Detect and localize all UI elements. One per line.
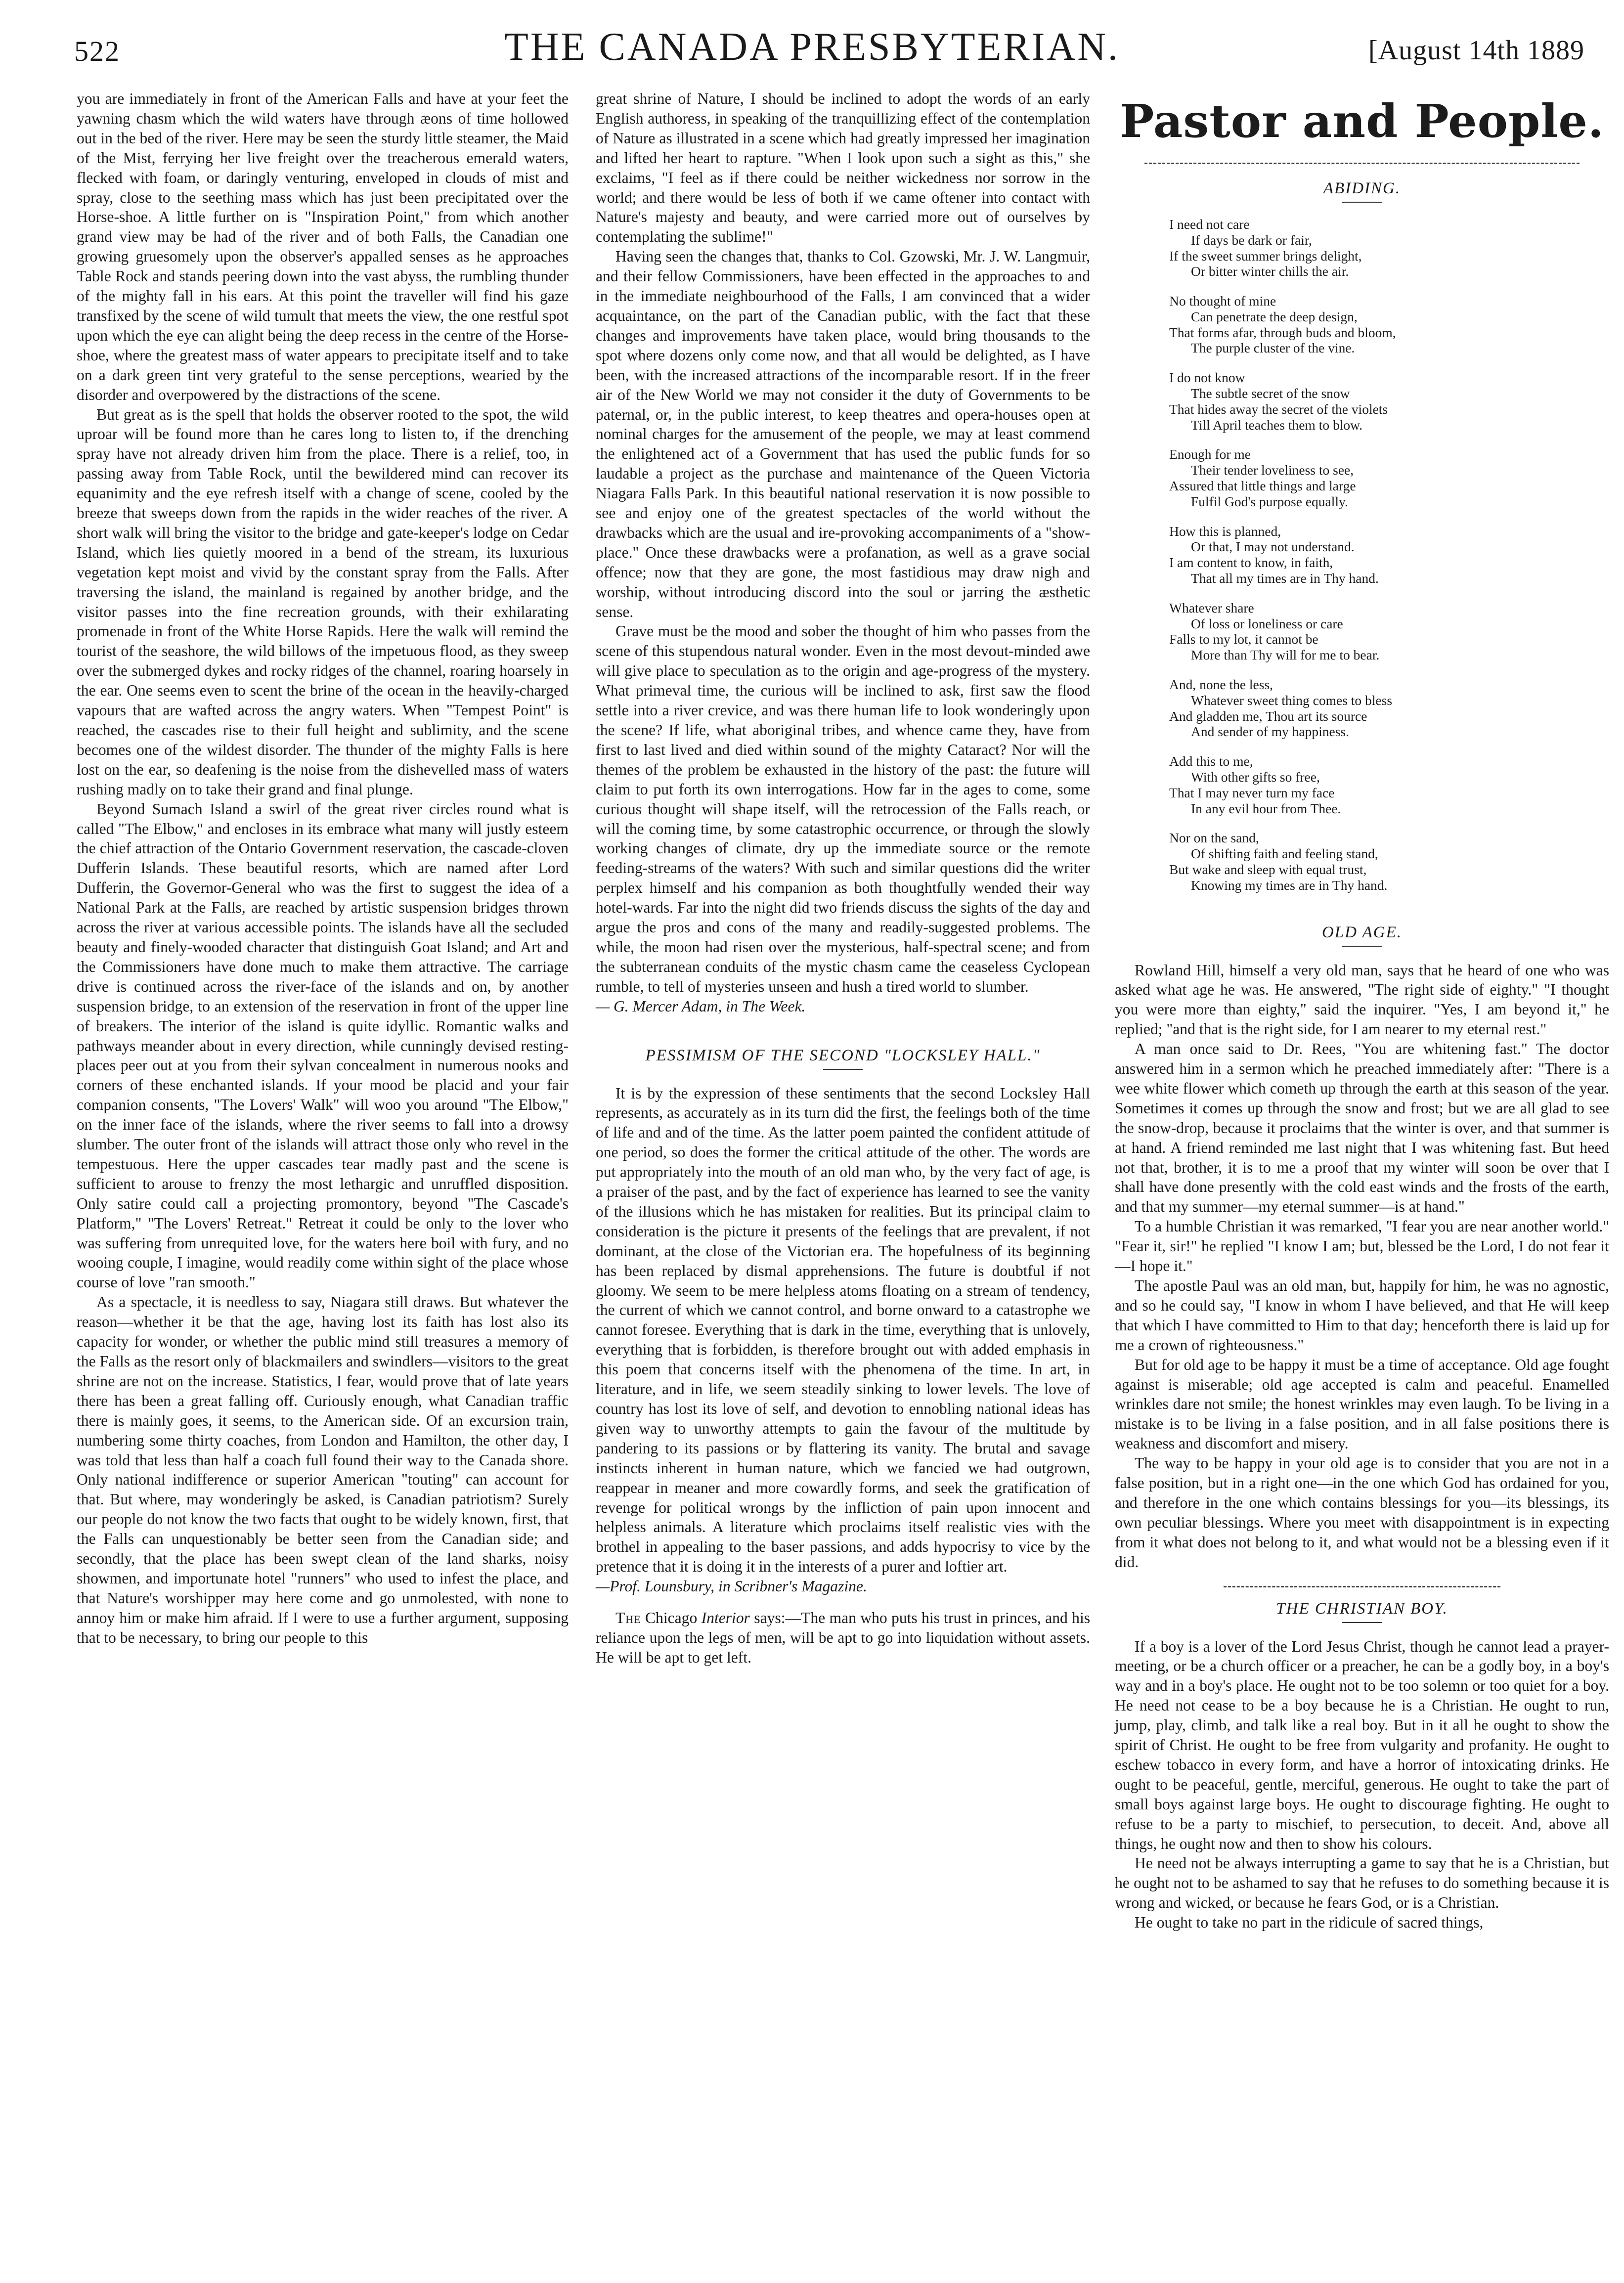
poem-line: Nor on the sand, xyxy=(1169,830,1259,846)
poem-line: That hides away the secret of the violets xyxy=(1169,401,1388,417)
article-signature: —Prof. Lounsbury, in Scribner's Magazine. xyxy=(596,1578,867,1595)
article-paragraph: Having seen the changes that, thanks to Col. Gzowski, Mr. J. W. Langmuir, and their fellow Commissioners, have been effected in the approaches to and in the immediate neighbourhood of the Falls, I am convinced that a wider acquaintance, on the part of the Canadian public, with the fact that these changes and improvements have taken place, would bring thousands to the spot where dozens only come now, and that all would be delighted, as I have been, with the increased attractions of the incomparable resort. If in the freer air of the New World we may not consider it the duty of Governments to be paternal, or, in the public interest, to keep theatres and opera-houses open at nominal charges for the amusement of the people, we may at least commend the enlightened act of a Government that has used the public funds for so laudable a project as the purchase and maintenance of the Queen Victoria Niagara Falls Park. In this beautiful national reservation it is now possible to see and enjoy one of the greatest spectacles of the world without the drawbacks which are the usual and ire-provoking accompaniments of a "show-place." Once these drawbacks were a profanation, as well as a grave social offence; now that they are gone, the most fastidious may draw nigh and worship, without introducing discord into the soul or jarring the æsthetic sense. xyxy=(596,248,1090,620)
publication-title: THE CANADA PRESBYTERIAN. xyxy=(504,25,1120,69)
poem-stanza xyxy=(1169,677,1609,740)
title-rule xyxy=(823,1069,863,1070)
column-2 xyxy=(596,89,1090,1668)
article-signature: — G. Mercer Adam, in The Week. xyxy=(596,997,806,1015)
poem-line: I do not know xyxy=(1169,370,1245,386)
article-paragraph: you are immediately in front of the American Falls and have at your feet the yawning chasm which the wild waters have through æons of time hollowed out in the bed of the river. Here may be seen the sturdy little steamer, the Maid of the Mist, ferrying her live freight over the treacherous emerald waters, flecked with foam, or daringly venturing, enveloped in clouds of mist and spray, close to the seething mass which has just been precipitated over the Horse-shoe. A little further on is "Inspiration Point," from which another grand view may be had of the river and of both Falls, the Canadian one growing gruesomely upon the observer's appalled senses as he approaches Table Rock and stands peering down into the vast abyss, the rumbling thunder of the mighty fall in his ears. At this point the traveller will find his gaze transfixed by the scene of wild tumult that meets the view, the one restful spot upon which the eye can alight being the deep recess in the centre of the Horse-shoe, where the greatest mass of water appears to precipitate itself and to take on a dark green tint very grateful to the sense perceptions, wearied by the disorder and overpowered by the distractions of the scene. xyxy=(77,90,569,403)
poem-line: Assured that little things and large xyxy=(1169,478,1356,494)
poem-title-abiding: ABIDING. xyxy=(1323,179,1401,197)
poem-line: Whatever share xyxy=(1169,600,1254,615)
poem-stanza xyxy=(1169,293,1609,356)
poem-stanza xyxy=(1169,600,1609,663)
title-rule xyxy=(1342,202,1382,203)
poem-line: If days be dark or fair, xyxy=(1191,232,1312,248)
poem-stanza xyxy=(1169,370,1609,433)
article-paragraph: Grave must be the mood and sober the thought of him who passes from the scene of this stupendous natural wonder. Even in the most devout-minded awe will give place to speculation as to the origin and age-progress of the mystery. What primeval time, the curious will be inclined to ask, first saw the flood settle into a river crevice, and was there human life to look wonderingly upon the scene? If life, what aboriginal tribes, and whence came they, have from first to last lived and died within sound of the mighty Cataract? Nor will the themes of the problem be exhausted in the history of the past: the future will claim to put forth its own interrogations. How far in the ages to come, some curious thought will shape itself, will the retrocession of the Falls reach, or will the coming time, by some catastrophic occurrence, or through the slowly working changes of climate, dry up the immediate source or the remote feeding-streams of the waters? With such and similar questions did the writer perplex himself and his companion as both thoughtfully wended their way hotel-wards. Far into the night did two friends discuss the sights of the day and argue the pros and cons of the many and readily-suggested problems. The while, the moon had risen over the mysterious, half-spectral scene; and from the subterranean conduits of the mystic chasm came the ceaseless Cyclopean rumble, to tell of mysteries unseen and hush a tired world to slumber. xyxy=(596,622,1090,995)
article-paragraph: As a spectacle, it is needless to say, Niagara still draws. But whatever the reason—whether it be that the age, having lost its faith has lost also its capacity for wonder, or whether the public mind still treasures a memory of the Falls as the resort only of blackmailers and swindlers—visitors to the great shrine are not on the increase. Statistics, I fear, would prove that of late years there has been a great falling off. Curiously enough, what Canadian traffic there is mainly goes, it seems, to the American side. Of an excursion train, numbering some thirty coaches, from London and Hamilton, the other day, I was told that less than half a coach full found their way to the Canada shore. Only national indifference or superior American "touting" can account for that. But where, may wonderingly be asked, is Canadian patriotism? Surely our people do not know the two facts that ought to be widely known, first, that the Falls can unquestionably be better seen from the Canadian side; and secondly, that the place has been swept clean of the land sharks, noisy showmen, and importunate hotel "runners" who used to infest the place, and that Nature's worshipper may here come and go unmolested, with none to annoy him or make him afraid. If I were to use a further argument, supposing that to be necessary, to bring our people to this xyxy=(77,1293,569,1646)
masthead-rule xyxy=(1144,163,1580,164)
poem-stanza xyxy=(1169,830,1609,893)
poem-line: Or that, I may not understand. xyxy=(1191,539,1355,555)
article-title-old-age: OLD AGE. xyxy=(1321,923,1403,941)
poem-line: And, none the less, xyxy=(1169,677,1273,693)
article-paragraph: The apostle Paul was an old man, but, happily for him, he was no agnostic, and so he could say, "I know in whom I have believed, and that He will keep that which I have committed to Him to that day; henceforth there is laid up for me a crown of righteousness." xyxy=(1115,1277,1609,1354)
poem-line: That all my times are in Thy hand. xyxy=(1191,571,1379,586)
article-paragraph: Beyond Sumach Island a swirl of the great river circles round what is called "The Elbow," and encloses in its embrace what many will justly esteem the chief attraction of the Ontario Government reservation, the cascade-cloven Dufferin Islands. These beautiful resorts, which are named after Lord Dufferin, the Governor-General who was the first to suggest the idea of a National Park at the Falls, are reached by artistic suspension bridges thrown across the river at various accessible points. The islands have all the secluded beauty and finely-wooded character that distinguish Goat Island; and Art and the Commissioners have done much to make them attractive. The carriage drive is continued across the river-face of the islands and on, by another suspension bridge, to an extension of the reservation in front of the upper line of breakers. The interior of the island is quite idyllic. Romantic walks and pathways meander about in every direction, while cunningly devised resting-places peer out at you from their sylvan concealment in numerous nooks and corners of these enchanted islands. If your mood be placid and your fair companion consents, "The Lovers' Walk" will woo you around "The Elbow," on the inner face of the islands, where the river seems to fall into a drowsy slumber. The outer front of the islands will attract those only who revel in the tempestuous. Here the upper cascades tear madly past and the scene is sufficient to arouse to frenzy the most lethargic and unruffled disposition. Only satire could call a projecting promontory, beyond "The Cascade's Platform," "The Lovers' Retreat." Retreat it could be only to the lover who was suffering from unrequited love, for the waters here boil with fury, and no wooing couple, I imagine, would readily come within sight of the place whose course of love "ran smooth." xyxy=(77,800,569,1291)
section-rule xyxy=(1224,1586,1500,1587)
article-paragraph: He ought to take no part in the ridicule of sacred things, xyxy=(1135,1914,1484,1932)
poem-line: That forms afar, through buds and bloom, xyxy=(1169,324,1396,340)
poem-line: How this is planned, xyxy=(1169,523,1281,539)
running-header xyxy=(0,20,1624,74)
interior-paper-name: Interior xyxy=(701,1609,750,1627)
poem-line: Of shifting faith and feeling stand, xyxy=(1191,846,1378,862)
poem-line: If the sweet summer brings delight, xyxy=(1169,248,1362,263)
poem-line: Knowing my times are in Thy hand. xyxy=(1191,877,1388,893)
article-paragraph: If a boy is a lover of the Lord Jesus Christ, though he cannot lead a prayer-meeting, or be a church officer or a preacher, he can be a godly boy, in a boy's way and in a boy's place. He ought not to be too solemn or too quiet for a boy. He need not cease to be a boy because he is a Christian. He ought to run, jump, play, climb, and talk like a real boy. But in it all he ought to show the spirit of Christ. He ought to be free from vulgarity and profanity. He ought to eschew tobacco in every form, and have a horror of intoxicating drinks. He ought to be peaceful, gentle, merciful, generous. He ought to take the part of small boys against large boys. He ought to discourage fighting. He ought to refuse to be a party to mischief, to persecution, to deceit. And, above all things, he ought now and then to show his colours. xyxy=(1115,1637,1609,1852)
poem-line: Whatever sweet thing comes to bless xyxy=(1191,692,1393,708)
poem-line: Falls to my lot, it cannot be xyxy=(1169,631,1318,647)
poem-line: Or bitter winter chills the air. xyxy=(1191,263,1349,279)
issue-date: [August 14th 1889 xyxy=(1368,35,1584,66)
article-paragraph: great shrine of Nature, I should be inclined to adopt the words of an early English authoress, in speaking of the tranquillizing effect of the contemplation of Nature as illustrated in a scene which had greatly impressed her imagination and lifted her heart to rapture. "When I look upon such a sight as this," she exclaims, "I feel as if there could be neither wickedness nor sorrow in the world; and there would be less of both if we came oftener into contact with Nature's majesty and beauty, and were carried more out of ourselves by contemplating the sublime!" xyxy=(596,90,1090,246)
article-paragraph: Rowland Hill, himself a very old man, says that he heard of one who was asked what age he was. He answered, "The right side of eighty." "I thought you were more than eighty," said the inquirer. "Yes, I am beyond it," he replied; "and that is the right side, for I am nearer to my eternal rest." xyxy=(1115,961,1609,1038)
interior-paragraph xyxy=(596,1608,1090,1668)
poem-line: And sender of my happiness. xyxy=(1191,724,1350,740)
poem-line: The purple cluster of the vine. xyxy=(1191,340,1355,356)
poem-line: Their tender loveliness to see, xyxy=(1191,462,1354,478)
article-paragraph: To a humble Christian it was remarked, "I fear you are near another world." "Fear it, sir!" he replied "I know I am; but, blessed be the Lord, I do not fear it—I hope it." xyxy=(1115,1218,1609,1275)
interior-name: Chicago xyxy=(645,1609,698,1627)
title-rule xyxy=(1342,1622,1382,1623)
article-paragraph: He need not be always interrupting a game to say that he is a Christian, but he ought not to be ashamed to say that he refuses to do something because it is wrong and wicked, or because he fears God, or is a Christian. xyxy=(1115,1854,1609,1912)
poem-stanza xyxy=(1169,753,1609,816)
poem-line: And gladden me, Thou art its source xyxy=(1169,708,1367,724)
poem-line: Till April teaches them to blow. xyxy=(1191,417,1363,433)
article-title-pessimism: PESSIMISM OF THE SECOND "LOCKSLEY HALL." xyxy=(645,1046,1041,1064)
column-1 xyxy=(77,89,569,1648)
poem-stanza xyxy=(1169,446,1609,509)
poem-line: Fulfil God's purpose equally. xyxy=(1191,493,1348,509)
article-paragraph: But great as is the spell that holds the observer rooted to the spot, the wild uproar will be found more than he cares long to listen to, if the drenching spray have not already driven him from the place. There is a relief, too, in passing away from Table Rock, until the bewildered mind can recover its equanimity and the eye refresh itself with a change of scene, cooled by the breeze that sweeps down from the rapids in the wider reaches of the river. A short walk will bring the visitor to the bridge and gate-keeper's lodge on Cedar Island, which lies quietly moored in a bend of the stream, its luxurious vegetation kept moist and vivid by the constant spray from the Falls. After traversing the island, the mainland is regained by another bridge, and the visitor passes into the fine recreation grounds, with their exhilarating promenade in front of the White Horse Rapids. Here the walk will remind the tourist of the seashore, the wild billows of the impetuous flood, as they sweep over the submerged dykes and rocky ridges of the channel, roaring hoarsely in the ear. One seems even to scent the brine of the ocean in the heavily-charged vapours that are wafted across the angry waters. When "Tempest Point" is reached, the cascades rise to their full height and sublimity, and the scene becomes one of the wildest disorder. The thunder of the mighty Falls is here lost on the ear, so deafening is the noise from the dishevelled mass of waters rushing madly on to take their grand and final plunge. xyxy=(77,405,569,798)
poem-abiding xyxy=(1169,217,1609,893)
poem-line: Can penetrate the deep design, xyxy=(1191,308,1358,324)
poem-line: That I may never turn my face xyxy=(1169,785,1335,800)
poem-line: Enough for me xyxy=(1169,446,1251,462)
poem-stanza xyxy=(1169,524,1609,586)
page-number: 522 xyxy=(74,35,120,67)
poem-line: The subtle secret of the snow xyxy=(1191,386,1350,401)
poem-line: Of loss or loneliness or care xyxy=(1191,615,1343,631)
poem-line: No thought of mine xyxy=(1169,293,1276,309)
poem-line: In any evil hour from Thee. xyxy=(1191,800,1341,816)
poem-line: But wake and sleep with equal trust, xyxy=(1169,862,1367,877)
column-3 xyxy=(1115,91,1609,1932)
article-paragraph: It is by the expression of these sentiments that the second Locksley Hall represents, as accurately as in its turn did the first, the feelings both of the time of life and and of the time. As the latter poem painted the confident attitude of one period, so does the former the critical attitude of the other. The words are put appropriately into the mouth of an old man who, by the very fact of age, is a praiser of the past, and by the fact of experience has learned to see the vanity of the illusions which he has mistaken for realities. But its principal claim to consideration is the picture it presents of the feelings that are prevalent, if not dominant, at the close of the Victorian era. The hopefulness of its beginning has been replaced by dismal apprehensions. The future is doubtful if not gloomy. We seem to be mere helpless atoms floating on a stream of tendency, the current of which we cannot control, and borne onward to a catastrophe we cannot foresee. Everything that is dark in the time, everything that is unlovely, everything that is forbidden, is therefore brought out with added emphasis in this poem that concerns itself with the phenomena of the time. In art, in literature, and in life, we seem steadily sinking to lower levels. The love of country has lost its love of self, and devotion to ennobling national ideas has given way to unworthy attempts to gain the favour of the multitude by pandering to its passions or by flattering its vanity. The brutal and savage instincts inherent in human nature, which we fancied we had outgrown, reappear in meaner and more cowardly forms, and seek the gratification of revenge for political wrongs by the infliction of pain upon innocent and helpless animals. A literature which proclaims itself realistic vies with the brothel in appealing to the baser passions, and adds hypocrisy to vice by the pretence that it is doing it in the interests of a purer and loftier art. xyxy=(596,1084,1090,1576)
article-paragraph: The way to be happy in your old age is to consider that you are not in a false position, but in a right one—in the one which God has ordained for you, and therefore in the one which contains blessings for you—its blessings, its own peculiar blessings. Where you meet with disappointment is in expecting from it what does not belong to it, and what would not be a blessing even if it did. xyxy=(1115,1454,1609,1571)
article-paragraph: A man once said to Dr. Rees, "You are whitening fast." The doctor answered him in a sermon which he preached immediately after: "There is a wee white flower which cometh up through the earth at this season of the year. Sometimes it comes up through the snow and frost; but we are all glad to see the snow-drop, because it proclaims that the winter is over, and that summer is at hand. A friend reminded me last night that I was whitening fast. But heed not that, brother, it is to me a proof that my winter will soon be over that I shall have done presently with the cold east winds and the frosts of the earth, and that my summer—my eternal summer—is at hand." xyxy=(1115,1040,1609,1216)
title-rule xyxy=(1342,946,1382,947)
poem-line: Add this to me, xyxy=(1169,753,1253,769)
spacer xyxy=(596,1596,1090,1608)
poem-line: With other gifts so free, xyxy=(1191,769,1320,785)
poem-line: I need not care xyxy=(1169,216,1250,232)
interior-lead: The xyxy=(615,1609,641,1627)
interior-text: says:—The man who puts his trust in princes, and his reliance upon the legs of men, will be apt to go into liquidation without assets. He will be apt to get left. xyxy=(596,1609,1091,1666)
poem-line: I am content to know, in faith, xyxy=(1169,555,1333,571)
article-title-christian-boy: THE CHRISTIAN BOY. xyxy=(1276,1599,1448,1618)
poem-stanza xyxy=(1169,217,1609,279)
section-masthead: Pastor and People. xyxy=(1120,94,1604,148)
article-paragraph: But for old age to be happy it must be a time of acceptance. Old age fought against is miserable; old age accepted is calm and peaceful. Enamelled wrinkles dare not smile; the honest wrinkles may even laugh. To be living in a mistake is to be living in a false position, and in all false positions there is weakness and discomfort and misery. xyxy=(1115,1356,1609,1452)
poem-line: More than Thy will for me to bear. xyxy=(1191,647,1380,663)
